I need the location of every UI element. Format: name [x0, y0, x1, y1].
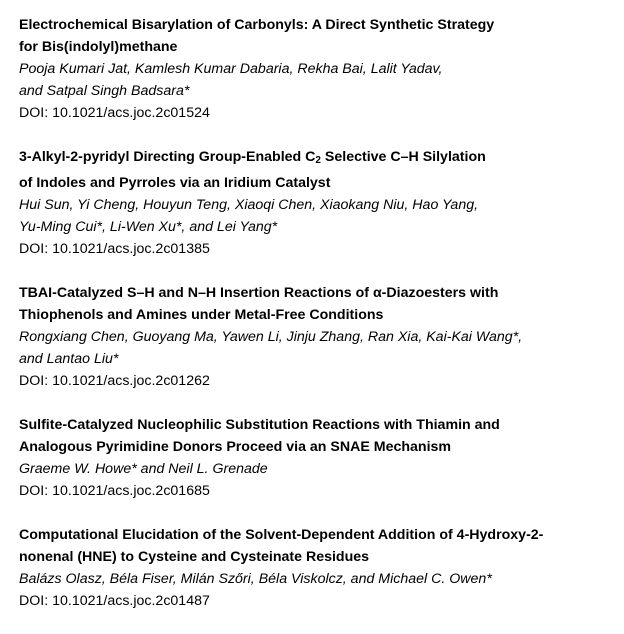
article-authors [19, 194, 619, 238]
article-title[interactable] [19, 282, 619, 326]
title-line: Computational Elucidation of the Solvent-Dependent Addition of 4-Hydroxy-2- [19, 527, 544, 543]
article-doi[interactable]: DOI: 10.1021/acs.joc.2c01385 [19, 241, 210, 257]
article-title[interactable] [19, 14, 619, 58]
article-1 [19, 14, 619, 124]
article-2 [19, 146, 619, 260]
authors-line: Rongxiang Chen, Guoyang Ma, Yawen Li, Jinju Zhang, Ran Xia, Kai-Kai Wang*, [19, 329, 523, 345]
title-line: TBAI-Catalyzed S–H and N–H Insertion Reactions of α-Diazoesters with [19, 285, 499, 301]
article-title[interactable] [19, 414, 619, 458]
title-line: for Bis(indolyl)methane [19, 39, 178, 55]
article-authors [19, 58, 619, 102]
authors-line: Pooja Kumari Jat, Kamlesh Kumar Dabaria, Rekha Bai, Lalit Yadav, [19, 61, 443, 77]
article-3 [19, 282, 619, 392]
authors-line: Yu-Ming Cui*, Li-Wen Xu*, and Lei Yang* [19, 219, 278, 235]
article-authors [19, 326, 619, 370]
title-text: 3-Alkyl-2-pyridyl Directing Group-Enabled C [19, 149, 316, 165]
article-4 [19, 414, 619, 502]
article-title[interactable] [19, 146, 619, 194]
authors-line: and Lantao Liu* [19, 351, 119, 367]
article-doi[interactable]: DOI: 10.1021/acs.joc.2c01524 [19, 105, 210, 121]
title-line: Electrochemical Bisarylation of Carbonyls: A Direct Synthetic Strategy [19, 17, 495, 33]
article-5 [19, 524, 619, 612]
subscript-text: 2 [315, 155, 321, 166]
authors-line: and Satpal Singh Badsara* [19, 83, 190, 99]
authors-line: Hui Sun, Yi Cheng, Houyun Teng, Xiaoqi Chen, Xiaokang Niu, Hao Yang, [19, 197, 479, 213]
article-doi[interactable]: DOI: 10.1021/acs.joc.2c01262 [19, 373, 210, 389]
title-line: Thiophenols and Amines under Metal-Free Conditions [19, 307, 384, 323]
article-title[interactable] [19, 524, 619, 568]
title-line [19, 146, 619, 172]
article-doi[interactable]: DOI: 10.1021/acs.joc.2c01487 [19, 593, 210, 609]
title-line: Analogous Pyrimidine Donors Proceed via an SNAE Mechanism [19, 439, 452, 455]
article-authors [19, 568, 619, 590]
article-authors [19, 458, 619, 480]
article-list [19, 14, 619, 634]
title-text: Selective C–H Silylation [320, 149, 486, 165]
title-line: of Indoles and Pyrroles via an Iridium Catalyst [19, 175, 331, 191]
title-line: Sulfite-Catalyzed Nucleophilic Substitution Reactions with Thiamin and [19, 417, 500, 433]
title-line: nonenal (HNE) to Cysteine and Cysteinate Residues [19, 549, 370, 565]
authors-line: Balázs Olasz, Béla Fiser, Milán Szőri, Béla Viskolcz, and Michael C. Owen* [19, 571, 492, 587]
article-doi[interactable]: DOI: 10.1021/acs.joc.2c01685 [19, 483, 210, 499]
authors-line: Graeme W. Howe* and Neil L. Grenade [19, 461, 268, 477]
